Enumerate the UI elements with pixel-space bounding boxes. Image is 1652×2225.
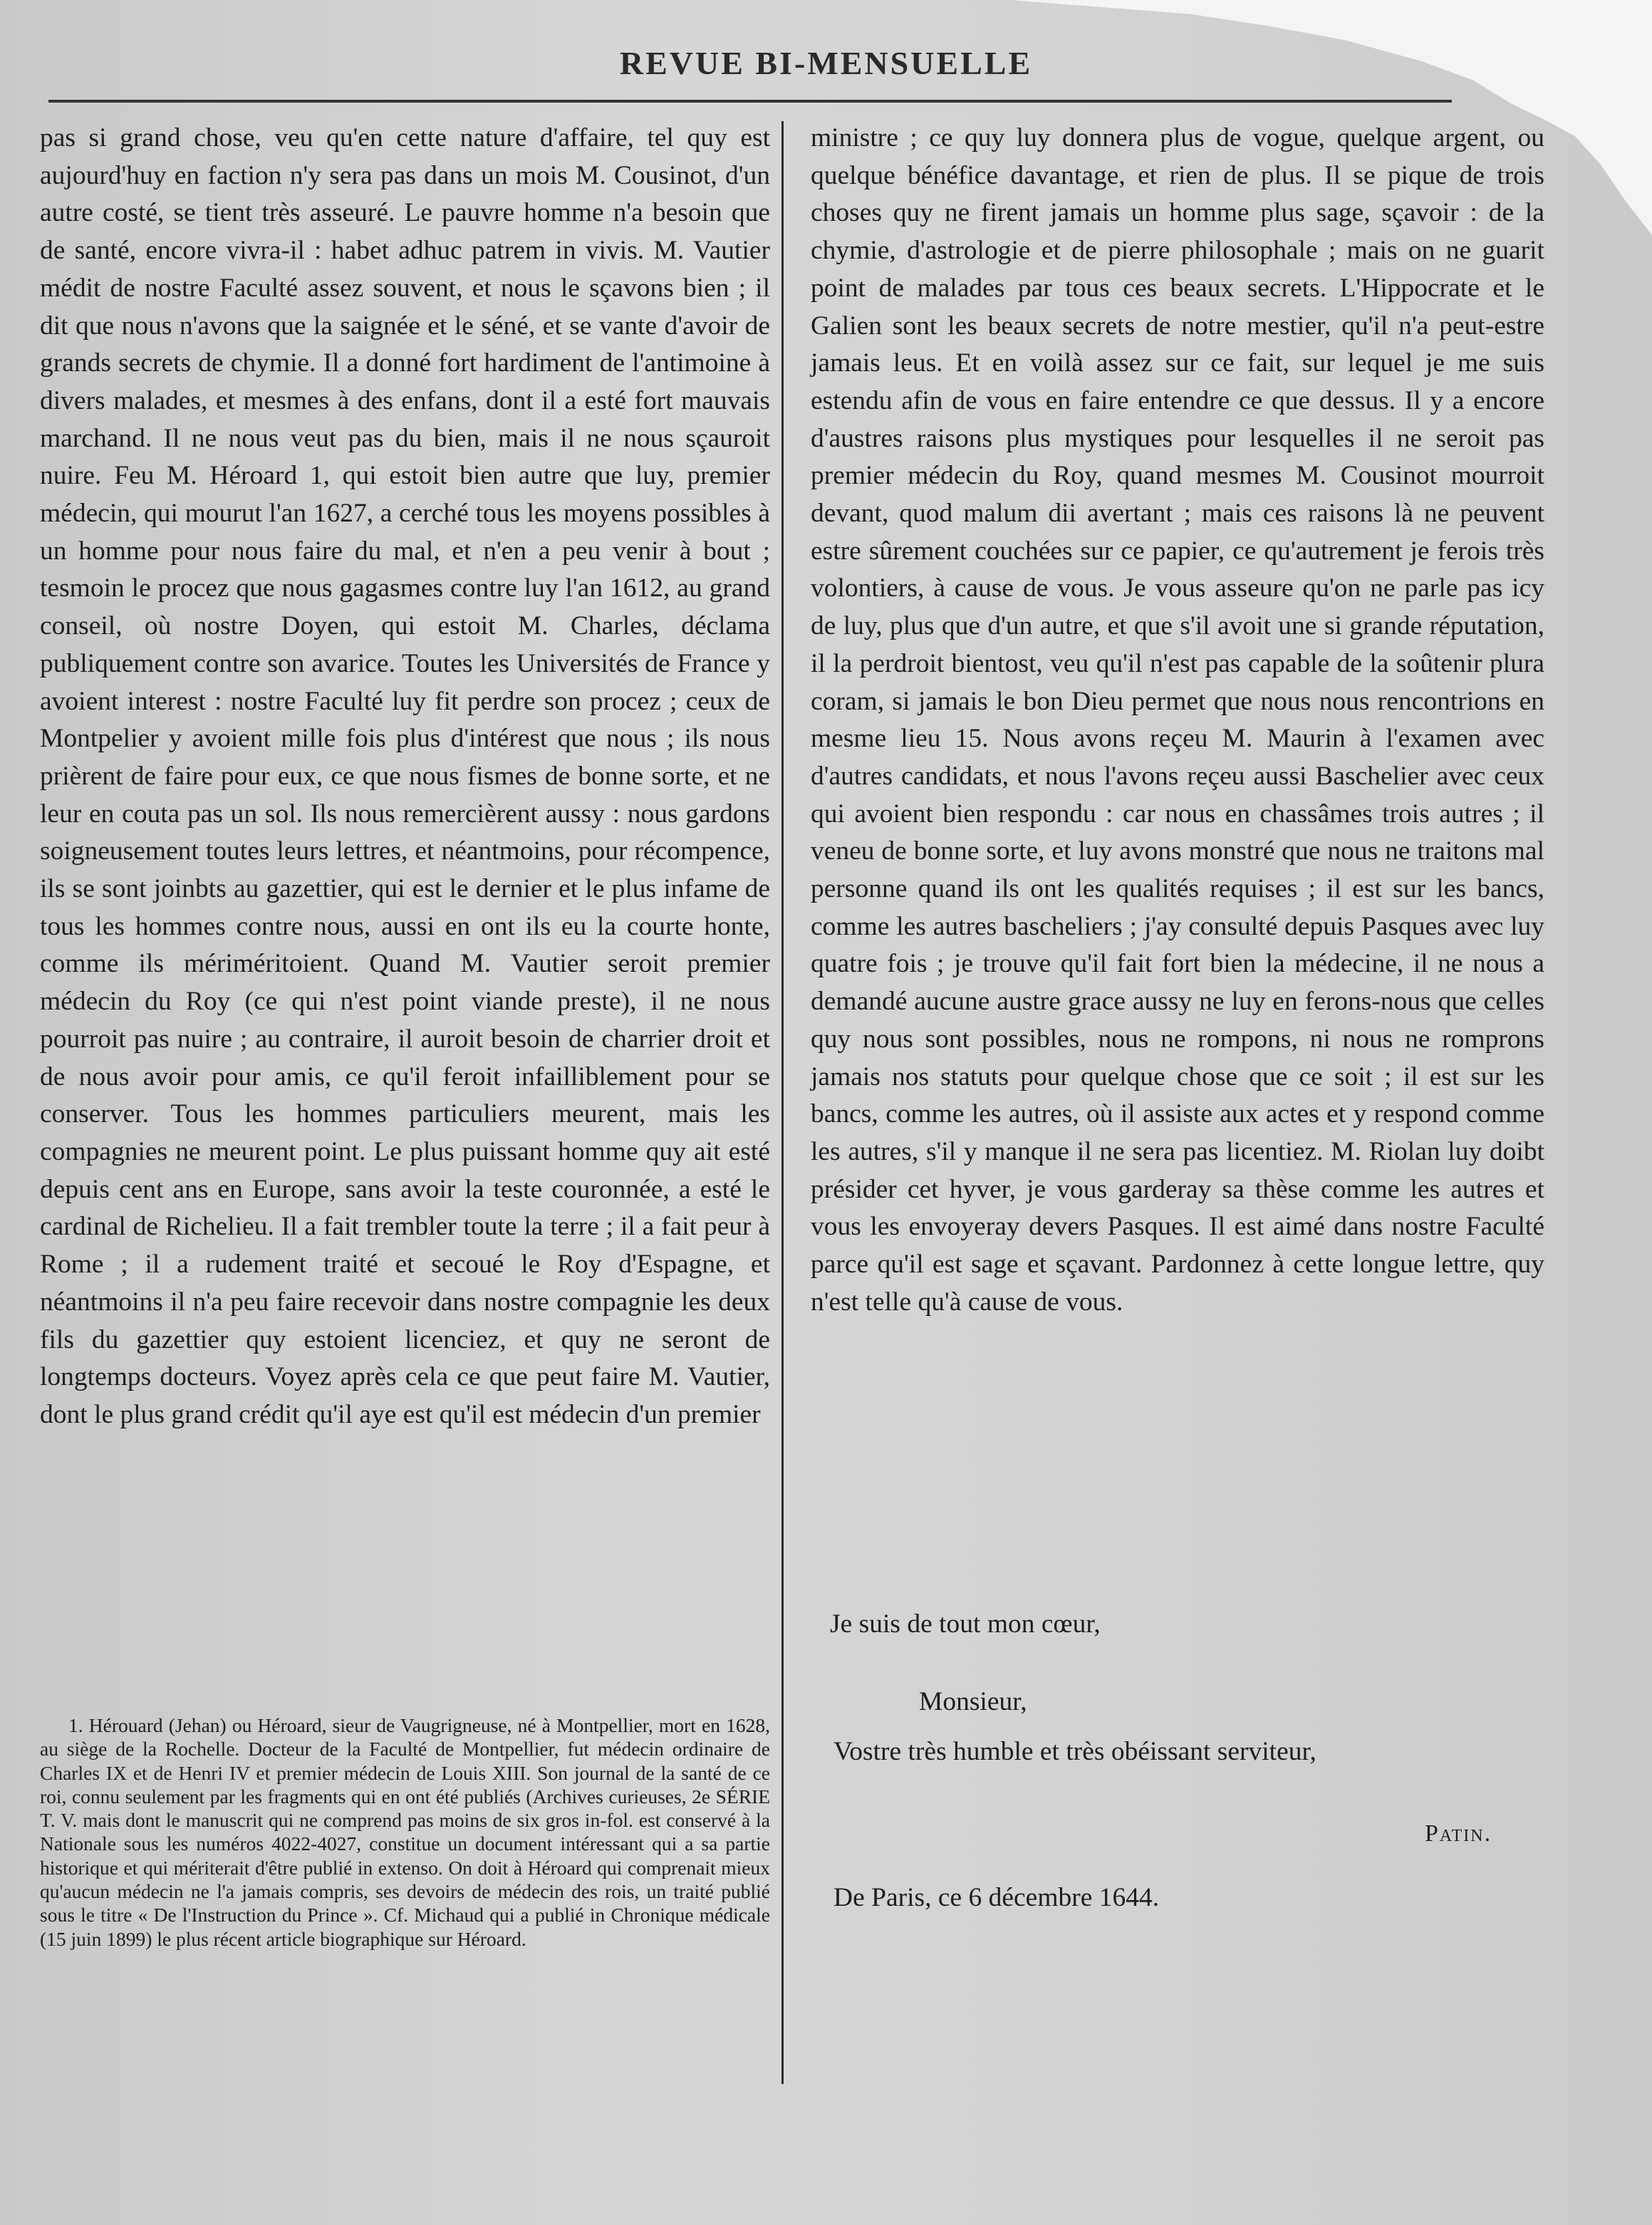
closing-formula: Vostre très humble et très obéissant serviteur,	[833, 1737, 1316, 1766]
column-divider	[781, 121, 784, 2084]
closing-line: Je suis de tout mon cœur,	[830, 1609, 1101, 1639]
footnote-text: 1. Hérouard (Jehan) ou Héroard, sieur de Vaugrigneuse, né à Montpellier, mort en 1628, au siège de la Rochelle. Docteur de la Faculté de Montpellier, fut médecin ordinaire de Charles IX et de Henri IV et premier médecin de Louis XIII. Son journal de la santé de ce roi, connu seulement par les fragments qui en ont été publiés (Archives curieuses, 2e SÉRIE T. V. mais dont le manuscrit qui ne comprend pas moins de six gros in-fol. est conservé à la Nationale sous les numéros 4022-4027, constitue un document intéressant qui a sa partie historique et qui mériterait d'être publié in extenso. On doit à Héroard qui comprenait mieux qu'aucun médecin ne l'a jamais compris, ses devoirs de médecin des rois, un traité publié sous le titre « De l'Instruction du Prince ». Cf. Michaud qui a publié in Chronique médicale (15 juin 1899) le plus récent article biographique sur Héroard.	[40, 1714, 770, 1950]
right-paragraph: ministre ; ce quy luy donnera plus de vogue, quelque argent, ou quelque bénéfice davantage, et rien de plus. Il se pique de trois choses quy ne firent jamais un homme plus sage, sçavoir : de la chymie, d'astrologie et de pierre philosophale ; mais on ne guarit point de malades par tous ces beaux secrets. L'Hippocrate et le Galien sont les beaux secrets de notre mestier, qu'il n'a peut-estre jamais leus. Et en voilà assez sur ce fait, sur lequel je me suis estendu afin de vous en faire entendre ce que dessus. Il y a encore d'austres raisons plus mystiques pour lesquelles il ne seroit pas premier médecin du Roy, quand mesmes M. Cousinot mourroit devant, quod malum dii avertant ; mais ces raisons là ne peuvent estre sûrement couchées sur ce papier, ce qu'autrement je ferois très volontiers, à cause de vous. Je vous asseure qu'on ne parle pas icy de luy, plus que d'un autre, et que s'il avoit une si grande réputation, il la perdroit bientost, veu qu'il n'est pas capable de la soûtenir plura coram, si jamais le bon Dieu permet que nous nous rencontrions en mesme lieu 15. Nous avons reçeu M. Maurin à l'examen avec d'autres candidats, et nous l'avons reçeu aussi Baschelier avec ceux qui avoient bien respondu : car nous en chassâmes trois autres ; il veneu de bonne sorte, et luy avons monstré que nous ne traitons mal personne quand ils ont les qualités requises ; il est sur les bancs, comme les autres bascheliers ; j'ay consulté depuis Pasques avec luy quatre fois ; je trouve qu'il fait fort bien la médecine, il ne nous a demandé aucune austre grace aussy ne luy en ferons-nous que celles quy nous sont possibles, nous ne rompons, ni nous ne romprons jamais nos statuts pour quelque chose que ce soit ; il est sur les bancs, comme les autres, où il assiste aux actes et y respond comme les autres, s'il y manque il ne sera pas licentiez. M. Riolan luy doibt présider cet hyver, je vous garderay sa thèse comme les autres et vous les envoyeray devers Pasques. Il est aimé dans nostre Faculté parce qu'il est sage et sçavant. Pardonnez à cette longue lettre, quy n'est telle qu'à cause de vous.	[811, 123, 1544, 1317]
signature: Patin.	[1425, 1820, 1492, 1847]
salutation: Monsieur,	[919, 1687, 1027, 1716]
date-line: De Paris, ce 6 décembre 1644.	[833, 1883, 1160, 1912]
left-column	[40, 120, 770, 1434]
left-paragraph: pas si grand chose, veu qu'en cette nature d'affaire, tel quy est aujourd'huy en faction n'y sera pas dans un mois M. Cousinot, d'un autre costé, se tient très asseuré. Le pauvre homme n'a besoin que de santé, encore vivra-il : habet adhuc patrem in vivis. M. Vautier médit de nostre Faculté assez souvent, et nous le sçavons bien ; il dit que nous n'avons que la saignée et le séné, et se vante d'avoir de grands secrets de chymie. Il a donné fort hardiment de l'antimoine à divers malades, et mesmes à des enfans, dont il a esté fort mauvais marchand. Il ne nous veut pas du bien, mais il ne nous sçauroit nuire. Feu M. Héroard 1, qui estoit bien autre que luy, premier médecin, qui mourut l'an 1627, a cerché tous les moyens possibles à un homme pour nous faire du mal, et n'en a peu venir à bout ; tesmoin le procez que nous gagasmes contre luy l'an 1612, au grand conseil, où nostre Doyen, qui estoit M. Charles, déclama publiquement contre son avarice. Toutes les Universités de France y avoient interest : nostre Faculté luy fit perdre son procez ; ceux de Montpelier y avoient mille fois plus d'intérest que nous ; ils nous prièrent de faire pour eux, ce que nous fismes de bonne sorte, et ne leur en couta pas un sol. Ils nous remercièrent aussy : nous gardons soigneusement toutes leurs lettres, et néantmoins, pour récompence, ils se sont joinbts au gazettier, qui est le dernier et le plus infame de tous les hommes contre nous, aussi en ont ils eu la courte honte, comme ils mériméritoient. Quand M. Vautier seroit premier médecin du Roy (ce qui n'est point viande preste), il ne nous pourroit pas nuire ; au contraire, il auroit besoin de charrier droit et de nous avoir pour amis, ce qu'il feroit infailliblement pour se conserver. Tous les hommes particuliers meurent, mais les compagnies ne meurent point. Le plus puissant homme quy ait esté depuis cent ans en Europe, sans avoir la teste couronnée, a esté le cardinal de Richelieu. Il a fait trembler toute la terre ; il a fait peur à Rome ; il a rudement traité et secoué le Roy d'Espagne, et néantmoins il n'a peu faire recevoir dans nostre compagnie les deux fils du gazettier quy estoient licenciez, et quy ne seront de longtemps docteurs. Voyez après cela ce que peut faire M. Vautier, dont le plus grand crédit qu'il aye est qu'il est médecin d'un premier	[40, 123, 770, 1429]
running-header: REVUE BI-MENSUELLE	[619, 45, 1033, 81]
right-column	[811, 120, 1544, 1322]
header-rule	[48, 100, 1452, 103]
footnote	[40, 1713, 770, 1951]
